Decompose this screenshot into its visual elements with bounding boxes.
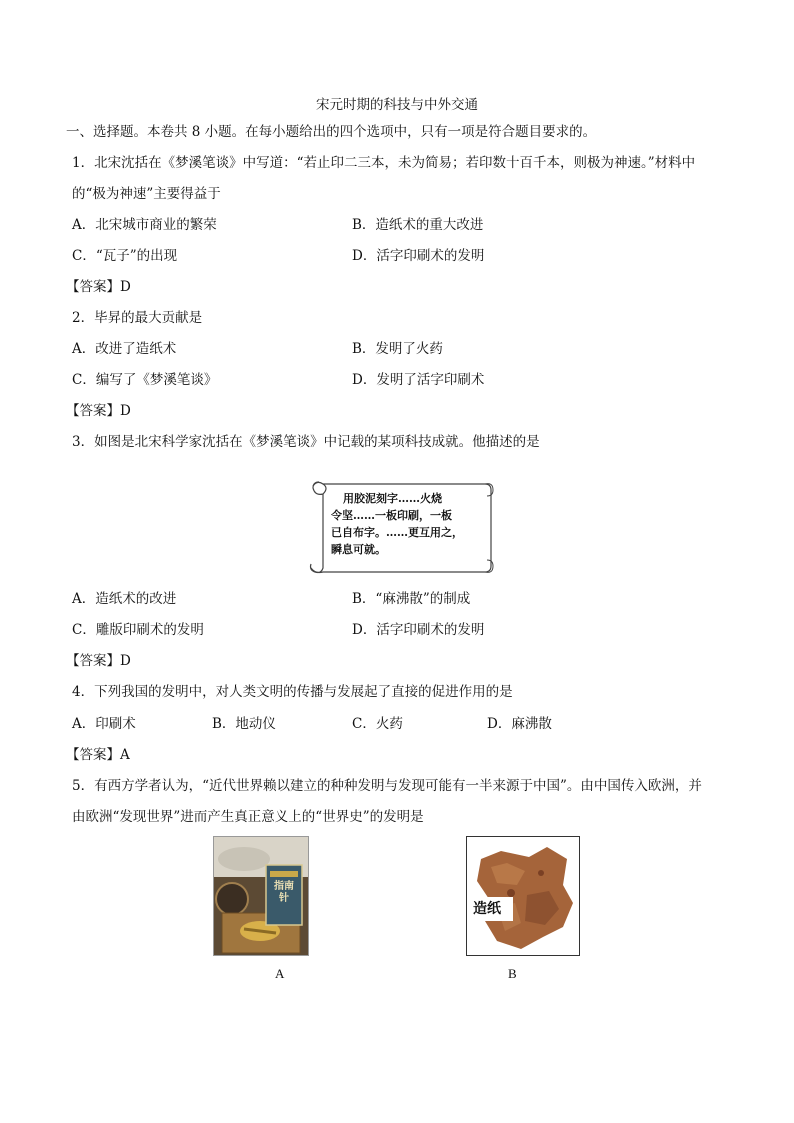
- scroll-line-1: 用胶泥刻字……火烧: [343, 492, 442, 505]
- q4-answer: 【答案】A: [66, 747, 130, 763]
- q3-option-a[interactable]: A．造纸术的改进: [72, 591, 177, 607]
- q1-stem-line2: 的“极为神速”主要得益于: [72, 186, 221, 202]
- q3-answer: 【答案】D: [66, 653, 131, 669]
- q4-stem: 4．下列我国的发明中，对人类文明的传播与发展起了直接的促进作用的是: [72, 684, 513, 700]
- q3-stem: 3．如图是北宋科学家沈括在《梦溪笔谈》中记载的某项科技成就。他描述的是: [72, 434, 540, 450]
- q1-answer: 【答案】D: [66, 279, 131, 295]
- image-b-caption: B: [508, 966, 517, 981]
- q2-answer: 【答案】D: [66, 403, 131, 419]
- q5-stem-line1: 5．有西方学者认为，“近代世界赖以建立的种种发明与发现可能有一半来源于中国”。由中国传入欧洲，并: [72, 778, 702, 794]
- section-heading: 一、选择题。本卷共 8 小题。在每小题给出的四个选项中，只有一项是符合题目要求的。: [66, 124, 597, 140]
- paper-label: 造纸: [473, 901, 501, 917]
- q1-stem-line1: 1．北宋沈括在《梦溪笔谈》中写道：“若止印二三本，未为简易；若印数十百千本，则极为神速。”材料中: [72, 155, 696, 171]
- page-title: 宋元时期的科技与中外交通: [316, 97, 478, 113]
- q4-option-d[interactable]: D．麻沸散: [487, 716, 552, 732]
- q3-option-d[interactable]: D．活字印刷术的发明: [352, 622, 485, 638]
- q2-option-b[interactable]: B．发明了火药: [352, 341, 443, 357]
- q4-option-a[interactable]: A．印刷术: [72, 716, 136, 732]
- q1-option-d[interactable]: D．活字印刷术的发明: [352, 248, 485, 264]
- q3-option-c[interactable]: C．雕版印刷术的发明: [72, 622, 204, 638]
- q2-stem: 2．毕昇的最大贡献是: [72, 310, 203, 326]
- q5-stem-line2: 由欧洲“发现世界”进而产生真正意义上的“世界史”的发明是: [72, 809, 424, 825]
- q2-option-c[interactable]: C．编写了《梦溪笔谈》: [72, 372, 218, 388]
- compass-photo: [213, 836, 309, 956]
- q1-option-b[interactable]: B．造纸术的重大改进: [352, 217, 484, 233]
- scroll-line-2: 令坚……一板印刷，一板: [331, 509, 452, 522]
- q2-option-d[interactable]: D．发明了活字印刷术: [352, 372, 485, 388]
- scroll-figure: [303, 478, 495, 576]
- paper-photo: [466, 836, 580, 956]
- compass-label: 指南针: [274, 881, 294, 904]
- q1-option-a[interactable]: A．北宋城市商业的繁荣: [72, 217, 217, 233]
- q4-option-c[interactable]: C．火药: [352, 716, 403, 732]
- q2-option-a[interactable]: A．改进了造纸术: [72, 341, 177, 357]
- paper-illustration: [467, 837, 579, 955]
- image-a-caption: A: [275, 966, 285, 981]
- scroll-line-3: 已自布字。……更互用之，: [331, 526, 463, 539]
- q4-option-b[interactable]: B．地动仪: [212, 716, 276, 732]
- scroll-line-4: 瞬息可就。: [331, 543, 386, 556]
- q1-option-c[interactable]: C．“瓦子”的出现: [72, 248, 178, 264]
- q3-option-b[interactable]: B．“麻沸散”的制成: [352, 591, 471, 607]
